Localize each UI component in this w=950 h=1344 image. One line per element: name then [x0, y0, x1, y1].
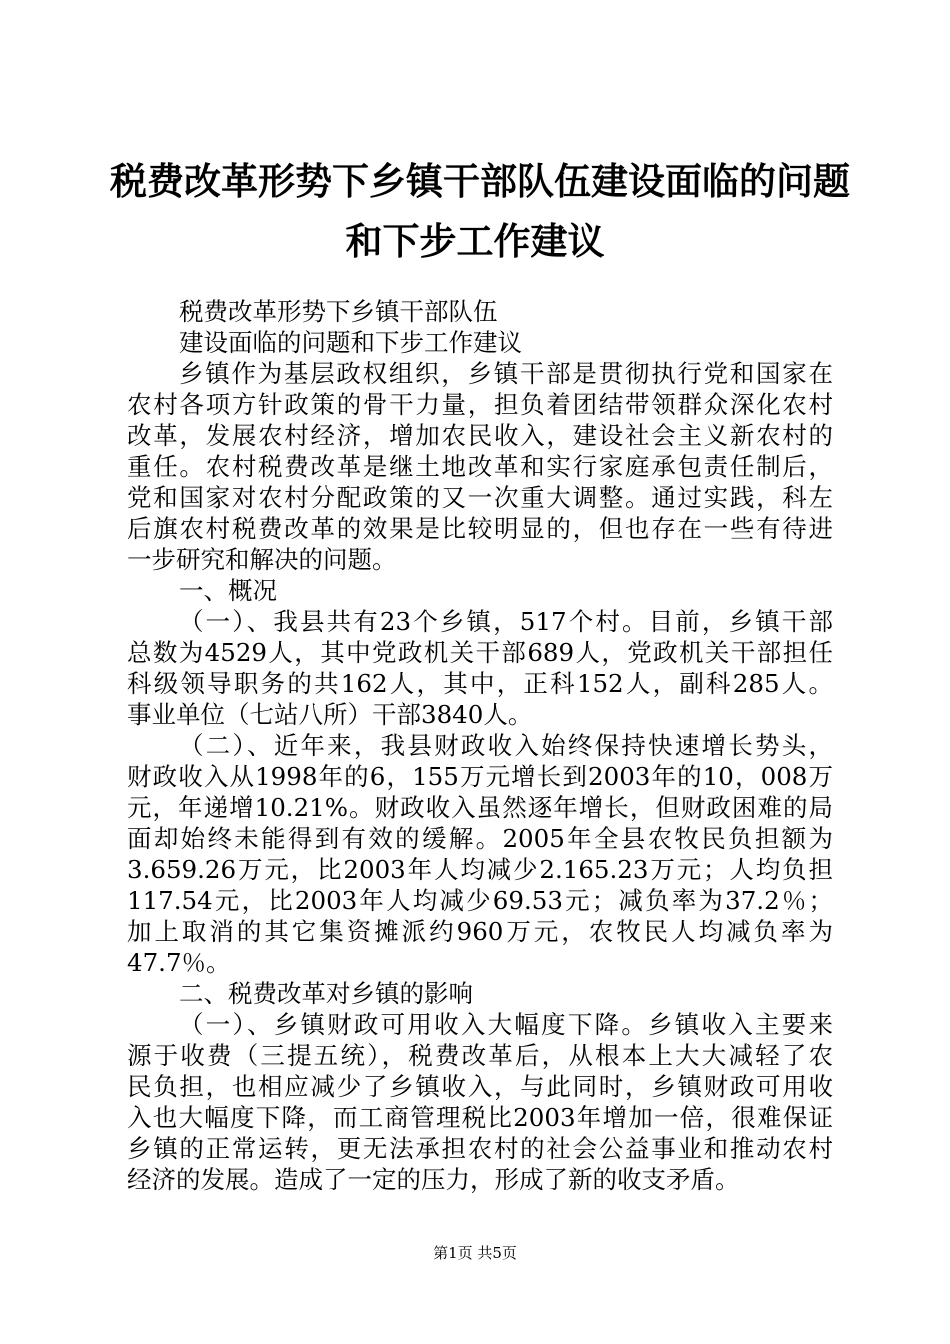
page-footer: 第1页 共5页 — [433, 1244, 517, 1262]
body-line: 加上取消的其它集资摊派约960万元，农牧民人均减负率为 — [127, 917, 833, 946]
body-line: 后旗农村税费改革的效果是比较明显的，但也存在一些有待进 — [127, 514, 833, 543]
body-line: （一）、乡镇财政可用收入大幅度下降。乡镇收入主要来 — [179, 1010, 833, 1039]
body-line: 面却始终未能得到有效的缓解。2005年全县农牧民负担额为 — [127, 824, 833, 853]
body-line: （一）、我县共有23个乡镇，517个村。目前，乡镇干部 — [179, 607, 833, 636]
body-line: 财政收入从1998年的6，155万元增长到2003年的10，008万 — [127, 762, 833, 791]
body-line: 党和国家对农村分配政策的又一次重大调整。通过实践，科左 — [127, 483, 833, 512]
body-line: 一步研究和解决的问题。 — [127, 545, 397, 574]
body-line: （二）、近年来，我县财政收入始终保持快速增长势头， — [179, 731, 833, 760]
body-line: 3.659.26万元，比2003年人均减少2.165.23万元；人均负担 — [127, 855, 833, 884]
body-line: 重任。农村税费改革是继土地改革和实行家庭承包责任制后， — [127, 452, 833, 481]
body-line: 改革，发展农村经济，增加农民收入，建设社会主义新农村的 — [127, 421, 833, 450]
body-line: 民负担，也相应减少了乡镇收入，与此同时，乡镇财政可用收 — [127, 1072, 833, 1101]
body-line: 总数为4529人，其中党政机关干部689人，党政机关干部担任 — [127, 638, 833, 667]
body-line: 乡镇的正常运转，更无法承担农村的社会公益事业和推动农村 — [127, 1134, 833, 1163]
body-line: 农村各项方针政策的骨干力量，担负着团结带领群众深化农村 — [127, 390, 833, 419]
body-line: 元，年递增10.21%。财政收入虽然逐年增长，但财政困难的局 — [127, 793, 833, 822]
body-line: 一、概况 — [179, 576, 277, 605]
body-line: 事业单位（七站八所）干部3840人。 — [127, 700, 533, 729]
document-title-line-2: 和下步工作建议 — [345, 220, 605, 263]
body-line: 科级领导职务的共162人，其中，正科152人，副科285人。 — [127, 669, 833, 698]
document-title-line-1: 税费改革形势下乡镇干部队伍建设面临的问题 — [110, 160, 850, 203]
body-line: 47.7％。 — [127, 948, 231, 977]
body-line: 入也大幅度下降，而工商管理税比2003年增加一倍，很难保证 — [127, 1103, 833, 1132]
body-line: 源于收费（三提五统），税费改革后，从根本上大大减轻了农 — [127, 1041, 833, 1070]
body-line: 经济的发展。造成了一定的压力，形成了新的收支矛盾。 — [127, 1165, 740, 1194]
body-line: 乡镇作为基层政权组织，乡镇干部是贯彻执行党和国家在 — [179, 359, 833, 388]
document-body — [127, 296, 833, 1195]
body-line: 二、税费改革对乡镇的影响 — [179, 979, 473, 1008]
body-line: 税费改革形势下乡镇干部队伍 — [179, 297, 498, 326]
body-line: 117.54元，比2003年人均减少69.53元；减负率为37.2％； — [127, 886, 833, 915]
body-line: 建设面临的问题和下步工作建议 — [179, 328, 522, 357]
